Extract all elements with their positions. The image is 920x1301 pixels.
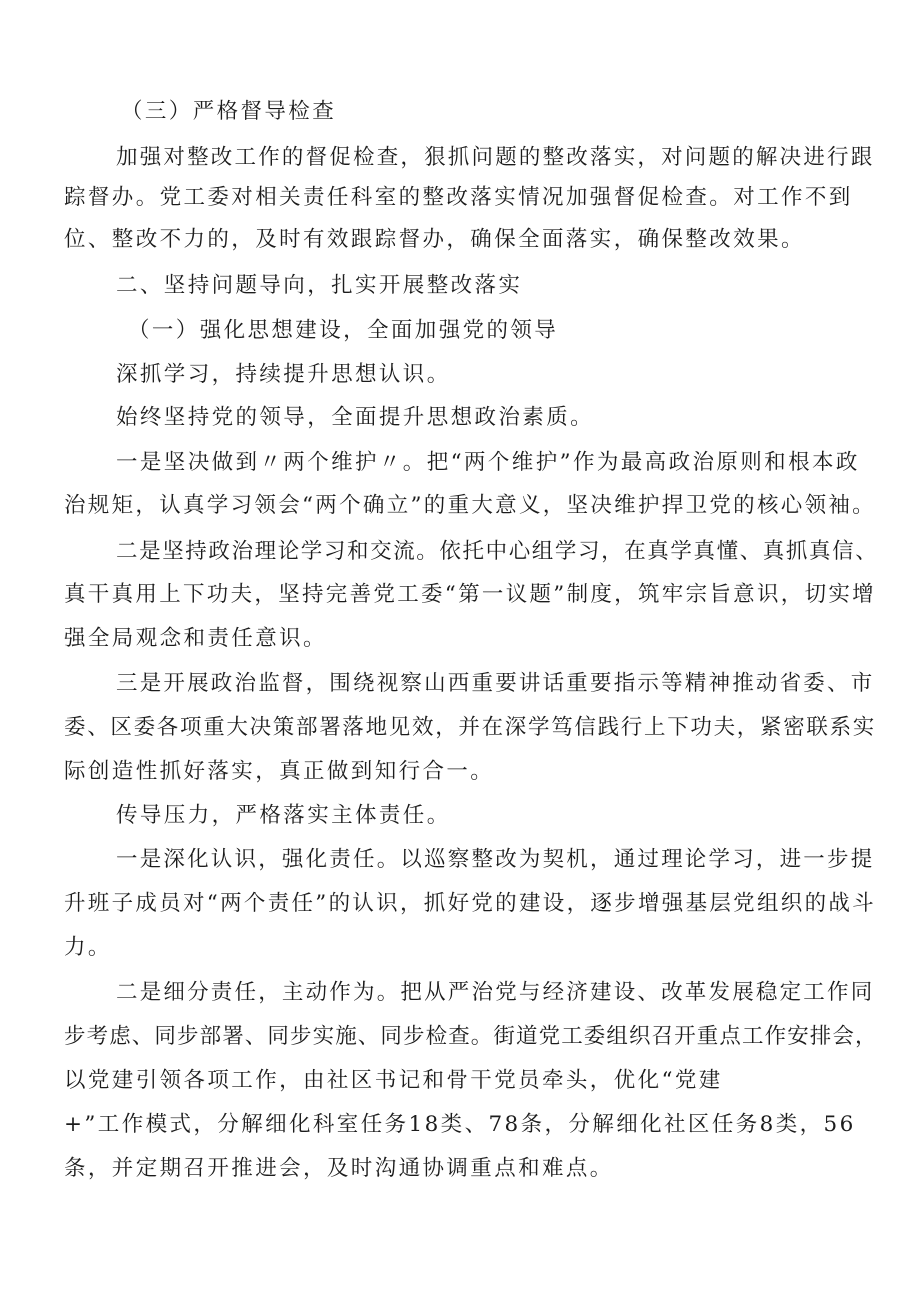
section-heading-3: （三）严格督导检查 <box>121 99 337 124</box>
paragraph-line: 位、整改不力的，及时有效跟踪督办，确保全面落实，确保整改效果。 <box>64 227 805 252</box>
paragraph-line: 深抓学习，持续提升思想认识。 <box>116 362 451 387</box>
paragraph-line: 一是深化认识，强化责任。以巡察整改为契机，通过理论学习，进一步提 <box>116 847 875 872</box>
paragraph-line: 一是坚决做到〃两个维护〃。把“两个维护”作为最高政治原则和根本政 <box>116 450 860 475</box>
paragraph-line: 强全局观念和责任意识。 <box>64 626 327 651</box>
paragraph-line: 加强对整改工作的督促检查，狠抓问题的整改落实，对问题的解决进行跟 <box>116 145 875 170</box>
section-heading-2: 二、坚持问题导向，扎实开展整改落实 <box>116 273 523 298</box>
paragraph-line: 委、区委各项重大决策部署落地见效，并在深学笃信践行上下功夫，紧密联系实 <box>64 715 877 740</box>
paragraph-line: 步考虑、同步部署、同步实施、同步检查。街道党工委组织召开重点工作安排会， <box>64 1024 878 1049</box>
paragraph-line: 以党建引领各项工作，由社区书记和骨干党员牵头，优化“党建 <box>64 1068 723 1093</box>
paragraph-line: 二是坚持政治理论学习和交流。依托中心组学习，在真学真懂、真抓真信、 <box>116 539 879 564</box>
paragraph-line: +”工作模式，分解细化科室任务18类、78条，分解细化社区任务8类，56 <box>64 1112 856 1137</box>
paragraph-line: 际创造性抓好落实，真正做到知行合一。 <box>64 759 495 784</box>
paragraph-line: 升班子成员对“两个责任”的认识，抓好党的建设，逐步增强基层党组织的战斗 <box>64 891 876 916</box>
paragraph-line: 力。 <box>64 935 112 960</box>
paragraph-line: 始终坚持党的领导，全面提升思想政治素质。 <box>116 405 595 430</box>
paragraph-line: 三是开展政治监督，围绕视察山西重要讲话重要指示等精神推动省委、市 <box>116 671 875 696</box>
paragraph-line: 治规矩，认真学习领会“两个确立”的重大意义，坚决维护捍卫党的核心领袖。 <box>64 493 876 518</box>
paragraph-line: 真干真用上下功夫，坚持完善党工委“第一议题”制度，筑牢宗旨意识，切实增 <box>64 582 876 607</box>
subsection-heading-1: （一）强化思想建设，全面加强党的领导 <box>128 318 559 343</box>
paragraph-line: 条，并定期召开推进会，及时沟通协调重点和难点。 <box>64 1156 614 1181</box>
paragraph-line: 传导压力，严格落实主体责任。 <box>116 803 451 828</box>
paragraph-line: 二是细分责任，主动作为。把从严治党与经济建设、改革发展稳定工作同 <box>116 980 875 1005</box>
paragraph-line: 踪督办。党工委对相关责任科室的整改落实情况加强督促检查。对工作不到 <box>64 185 853 210</box>
